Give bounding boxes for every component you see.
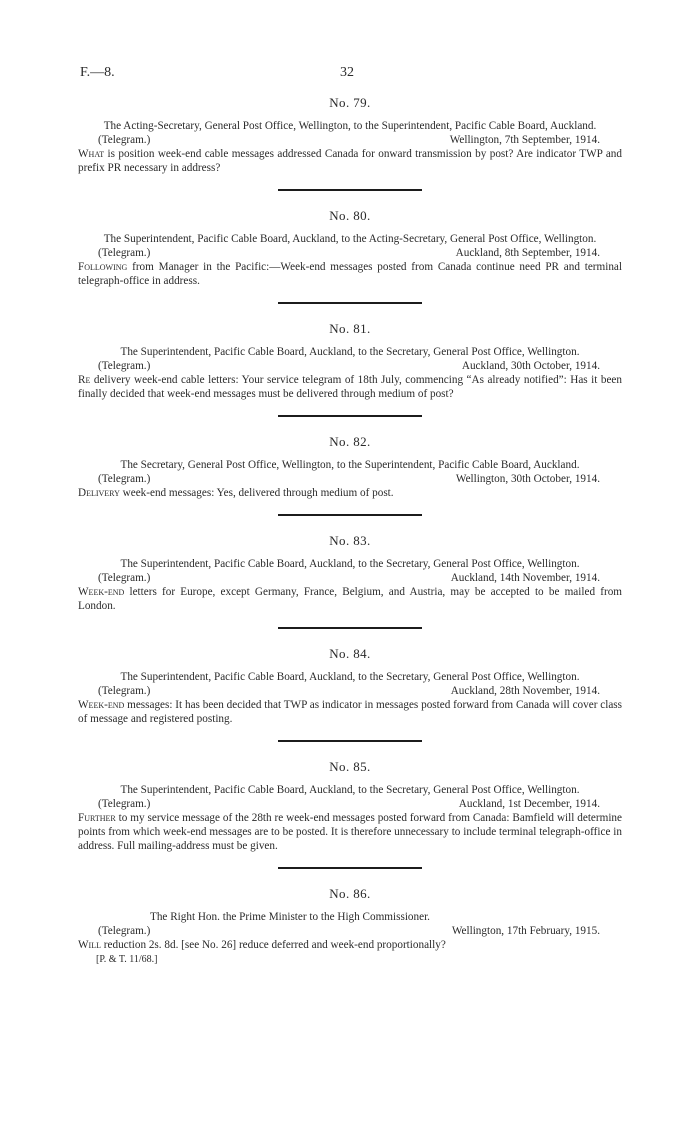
entry-place-date: Auckland, 14th November, 1914. [450,572,600,584]
entry-body-lead: Will [78,939,101,951]
entry-body-text: is position week-end cable messages addressed Canada for onward transmission by post? Are indicator TWP and prefix PR necessary in address? [78,148,622,174]
entry-correspondents: The Superintendent, Pacific Cable Board, Auckland, to the Secretary, General Post Office, Wellington. [120,784,580,796]
entry-meta [78,133,622,147]
entry-meta [78,797,622,811]
entry-body-text: from Manager in the Pacific:—Week-end messages posted from Canada continue need PR and terminal telegraph-office in address. [78,261,622,287]
entry-body [78,585,622,613]
entry-correspondents: The Superintendent, Pacific Cable Board, Auckland, to the Secretary, General Post Office, Wellington. [120,346,580,358]
entry-place-date: Auckland, 28th November, 1914. [450,685,600,697]
entry-body-text: messages: It has been decided that TWP as indicator in messages posted forward from Canada will cover class of message and registered posting. [78,699,622,725]
entry-body-lead: Further [78,812,116,824]
entry-number: No. 81. [329,321,371,336]
section-divider [278,627,422,629]
entry-place-date: Wellington, 17th February, 1915. [451,925,600,937]
section-divider [278,740,422,742]
entry-number: No. 86. [329,886,371,901]
telegram-entry-85 [78,760,622,869]
telegram-entry-81 [78,322,622,417]
entry-place-date: Auckland, 8th September, 1914. [455,247,600,259]
entry-body-lead: What [78,148,105,160]
entry-body-text: to my service message of the 28th re week-end messages posted forward from Canada: Bamfield will determine points from which week-end messages are to be posted. It is therefore unnecessary to include terminal telegraph-office in address. Full mailing-address must be given. [78,812,622,852]
entry-body [78,373,622,401]
section-divider [278,867,422,869]
telegram-entry-83 [78,534,622,629]
entry-meta [78,571,622,585]
entry-body [78,486,622,500]
entry-correspondents: The Superintendent, Pacific Cable Board, Auckland, to the Secretary, General Post Office, Wellington. [120,558,580,570]
entry-body-text: week-end messages: Yes, delivered through medium of post. [119,487,394,499]
entry-place-date: Auckland, 1st December, 1914. [458,798,600,810]
entry-meta [78,246,622,260]
section-divider [278,415,422,417]
entry-body [78,811,622,853]
telegram-entry-82 [78,435,622,516]
entry-medium: (Telegram.) [98,798,151,810]
entry-medium: (Telegram.) [98,685,151,697]
entry-number: No. 80. [329,208,371,223]
entry-number: No. 79. [329,95,371,110]
entry-number: No. 83. [329,533,371,548]
telegram-entry-84 [78,647,622,742]
entry-medium: (Telegram.) [98,247,151,259]
entry-body-text: reduction 2s. 8d. [see No. 26] reduce deferred and week-end proportionally? [101,939,446,951]
section-divider [278,189,422,191]
entry-body [78,698,622,726]
entry-correspondents: The Right Hon. the Prime Minister to the High Commissioner. [150,911,430,923]
entry-body [78,938,622,952]
entry-body-text: letters for Europe, except Germany, France, Belgium, and Austria, may be accepted to be mailed from London. [78,586,622,612]
entry-body [78,147,622,175]
entry-place-date: Auckland, 30th October, 1914. [461,360,600,372]
entry-meta [78,359,622,373]
entry-meta [78,924,622,938]
telegram-entries [78,96,622,967]
entry-medium: (Telegram.) [98,572,151,584]
entry-body-lead: Re [78,374,91,386]
entry-meta [78,684,622,698]
page-header [0,66,700,82]
entry-correspondents: The Superintendent, Pacific Cable Board, Auckland, to the Acting-Secretary, General Post Office, Wellington. [103,233,597,245]
telegram-entry-86 [78,887,622,967]
entry-medium: (Telegram.) [98,360,151,372]
entry-correspondents: The Secretary, General Post Office, Wellington, to the Superintendent, Pacific Cable Board, Auckland. [120,459,580,471]
entry-body [78,260,622,288]
entry-correspondents: The Acting-Secretary, General Post Office, Wellington, to the Superintendent, Pacific Cable Board, Auckland. [103,120,597,132]
section-divider [278,302,422,304]
entry-body-lead: Week-end [78,699,125,711]
telegram-entry-79 [78,96,622,191]
entry-medium: (Telegram.) [98,925,151,937]
entry-number: No. 85. [329,759,371,774]
entry-body-text: delivery week-end cable letters: Your service telegram of 18th July, commencing “As already notified”: Has it been finally decided that week-end messages must be delivered through medium of post? [78,374,622,400]
entry-body-lead: Following [78,261,128,273]
entry-medium: (Telegram.) [98,473,151,485]
entry-place-date: Wellington, 7th September, 1914. [449,134,600,146]
entry-medium: (Telegram.) [98,134,151,146]
page-number: 32 [340,65,354,80]
entry-place-date: Wellington, 30th October, 1914. [455,473,600,485]
telegram-entry-80 [78,209,622,304]
entry-correspondents: The Superintendent, Pacific Cable Board, Auckland, to the Secretary, General Post Office, Wellington. [120,671,580,683]
entry-body-lead: Delivery [78,487,120,499]
section-reference: F.—8. [80,65,115,80]
file-reference: [P. & T. 11/68.] [96,954,158,965]
section-divider [278,514,422,516]
entry-number: No. 84. [329,646,371,661]
entry-meta [78,472,622,486]
entry-body-lead: Week-end [78,586,125,598]
entry-number: No. 82. [329,434,371,449]
